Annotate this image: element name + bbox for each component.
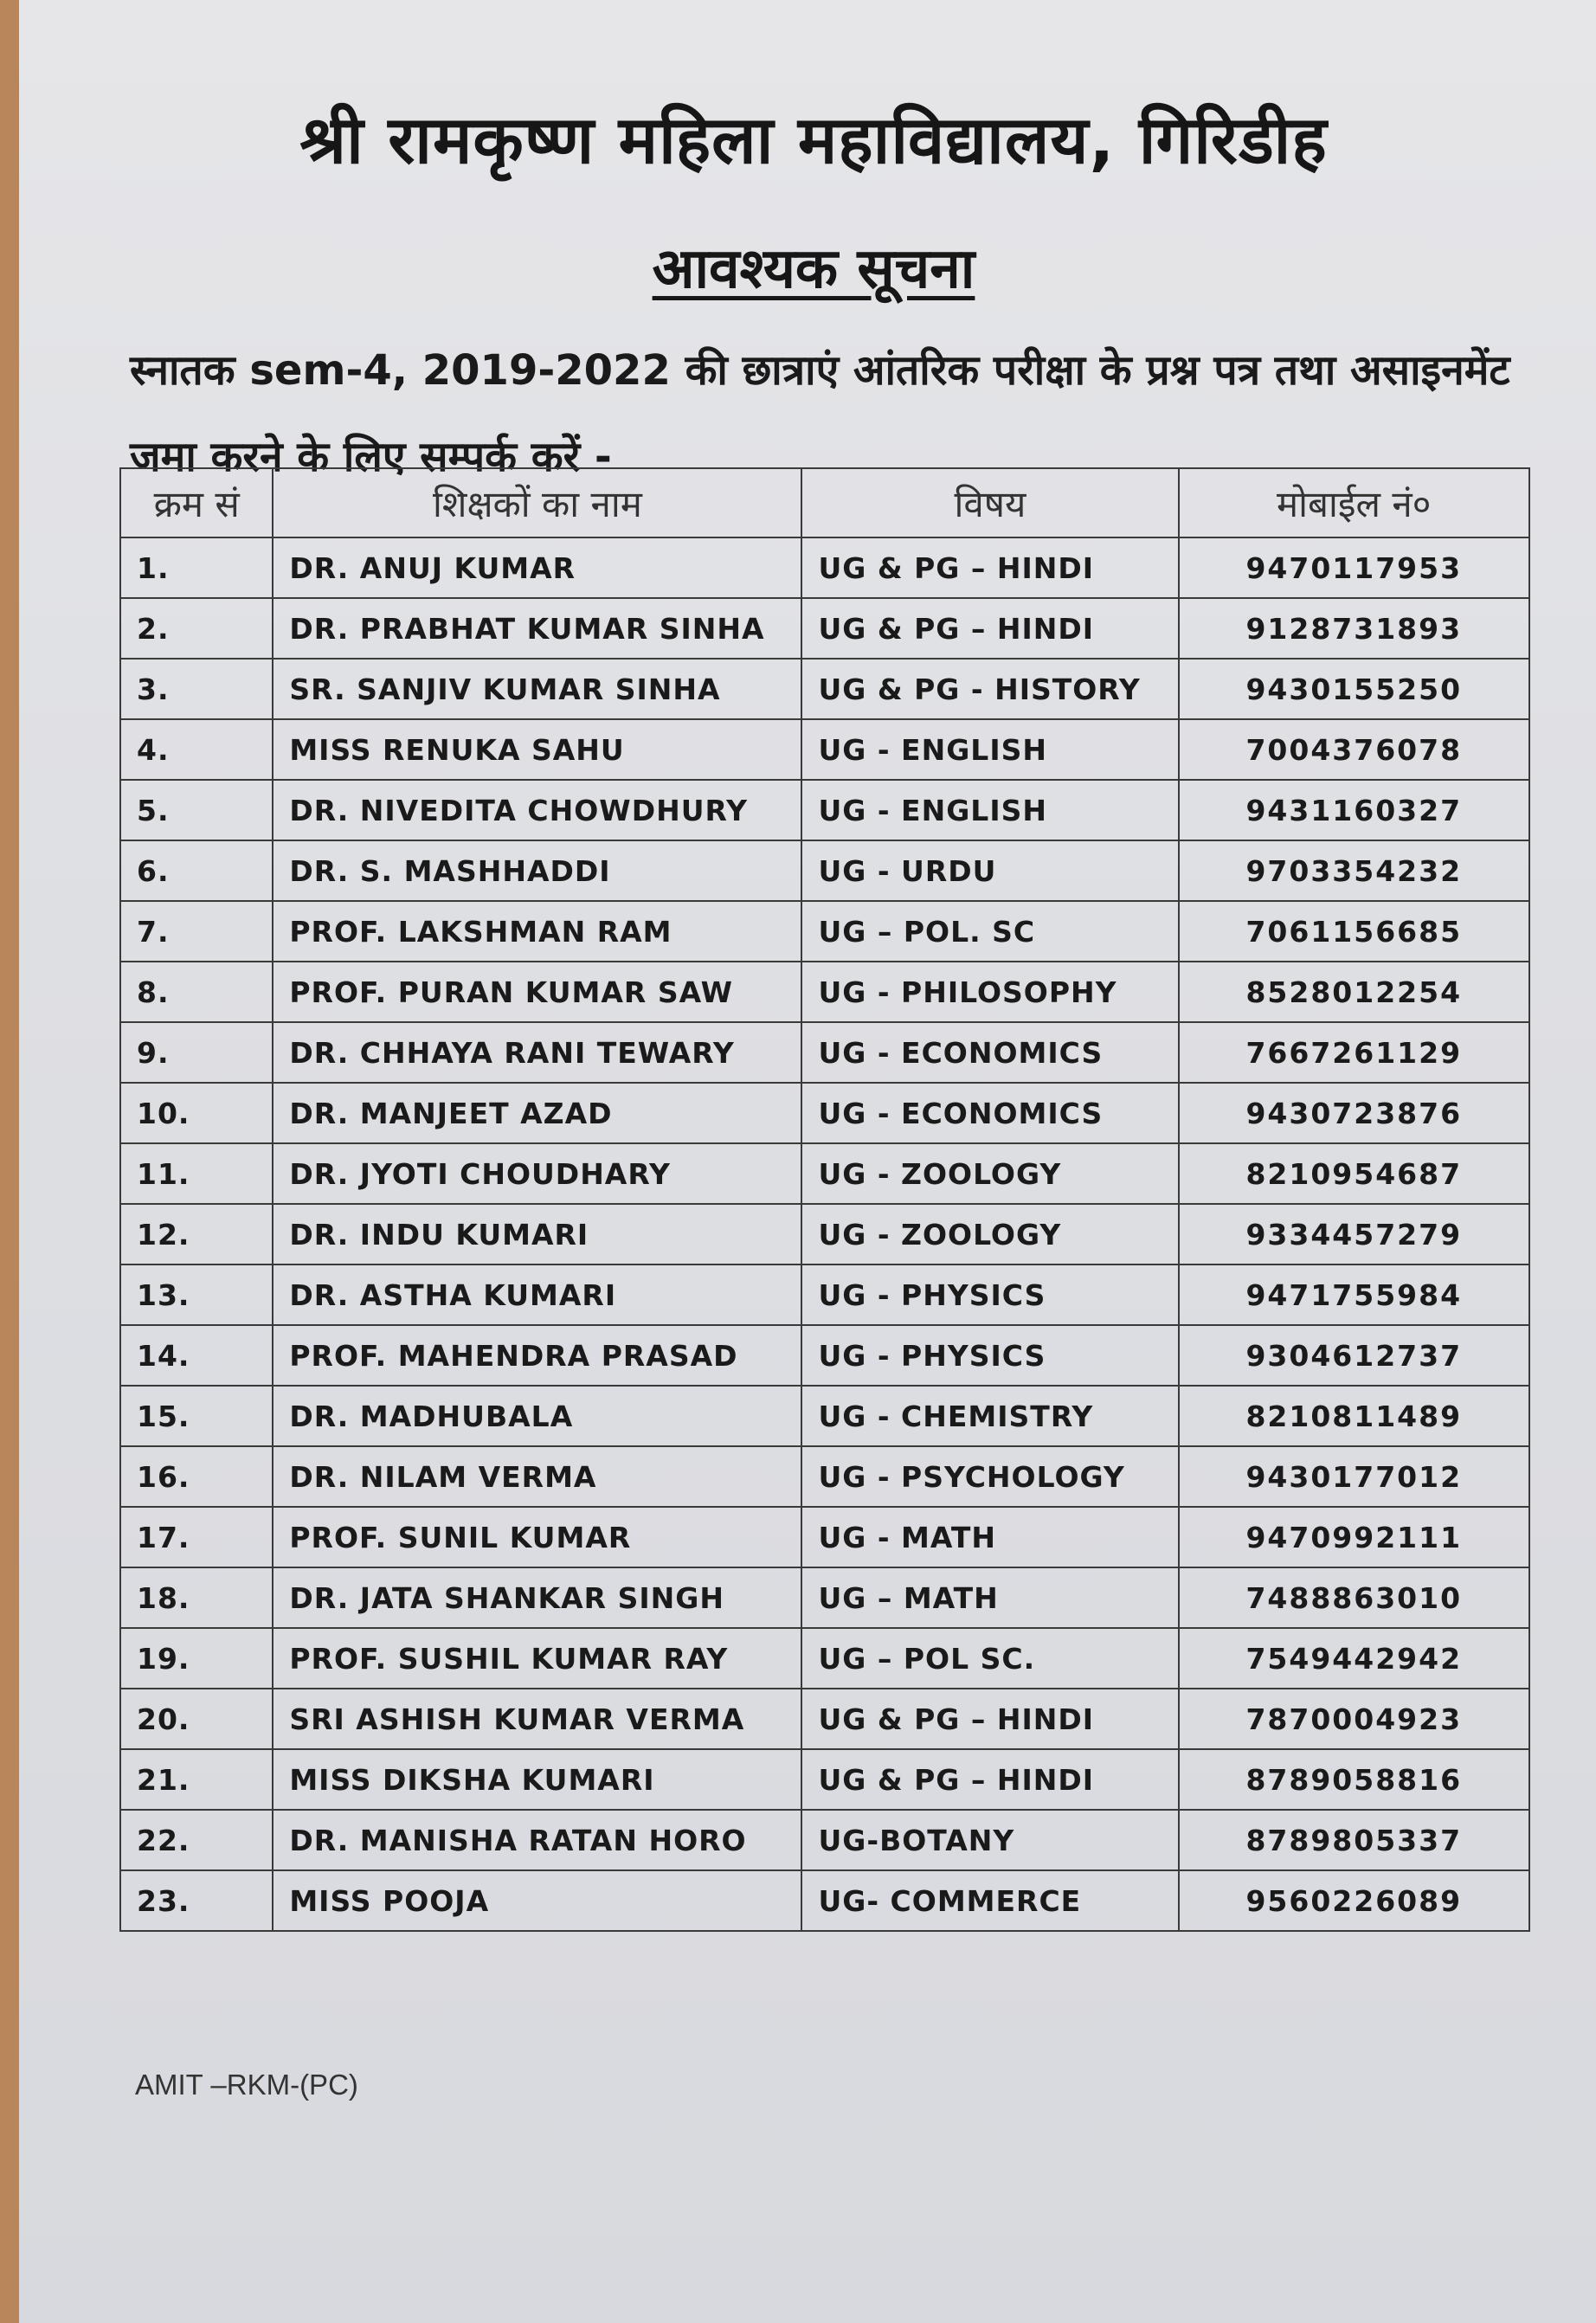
subject-cell: UG & PG – HINDI	[801, 1749, 1178, 1810]
serial-no-cell: 14.	[120, 1325, 273, 1386]
table-row	[120, 1386, 1529, 1446]
mobile-number-cell: 9430155250	[1179, 659, 1530, 719]
serial-no-cell: 17.	[120, 1507, 273, 1567]
notice-heading: आवश्यक सूचना	[652, 237, 975, 301]
mobile-number-cell: 7061156685	[1179, 901, 1530, 962]
mobile-number-cell: 9304612737	[1179, 1325, 1530, 1386]
subject-cell: UG & PG – HINDI	[801, 598, 1178, 659]
mobile-number-cell: 9471755984	[1179, 1264, 1530, 1325]
subject-cell: UG - ENGLISH	[801, 780, 1178, 840]
subject-cell: UG – POL SC.	[801, 1628, 1178, 1689]
teacher-name-cell: MISS RENUKA SAHU	[273, 719, 801, 780]
table-row	[120, 1507, 1529, 1567]
serial-no-cell: 4.	[120, 719, 273, 780]
mobile-number-cell: 9430177012	[1179, 1446, 1530, 1507]
mobile-number-cell: 9334457279	[1179, 1204, 1530, 1264]
teacher-name-cell: PROF. SUNIL KUMAR	[273, 1507, 801, 1567]
mobile-number-cell: 9430723876	[1179, 1083, 1530, 1143]
serial-no-cell: 2.	[120, 598, 273, 659]
mobile-number-cell: 9703354232	[1179, 840, 1530, 901]
table-body	[120, 537, 1529, 1931]
serial-no-cell: 20.	[120, 1689, 273, 1749]
table-row	[120, 719, 1529, 780]
teacher-name-cell: DR. MANISHA RATAN HORO	[273, 1810, 801, 1870]
teacher-name-cell: DR. MADHUBALA	[273, 1386, 801, 1446]
table-row	[120, 1325, 1529, 1386]
teacher-name-cell: DR. JATA SHANKAR SINGH	[273, 1567, 801, 1628]
table-row	[120, 1446, 1529, 1507]
table-row	[120, 1870, 1529, 1931]
mobile-number-cell: 9560226089	[1179, 1870, 1530, 1931]
notice-text: स्नातक sem-4, 2019-2022 की छात्राएं आंतरिक परीक्षा के प्रश्न पत्र तथा असाइनमेंट जमा करने के लिए सम्पर्क करें -	[130, 346, 1510, 481]
serial-no-cell: 6.	[120, 840, 273, 901]
mobile-number-cell: 7004376078	[1179, 719, 1530, 780]
table-row	[120, 1749, 1529, 1810]
table-row	[120, 901, 1529, 962]
mobile-number-cell: 8528012254	[1179, 962, 1530, 1022]
serial-no-cell: 7.	[120, 901, 273, 962]
header-subject: विषय	[801, 468, 1178, 537]
teacher-name-cell: MISS DIKSHA KUMARI	[273, 1749, 801, 1810]
subject-cell: UG - URDU	[801, 840, 1178, 901]
teacher-name-cell: DR. CHHAYA RANI TEWARY	[273, 1022, 801, 1083]
teacher-name-cell: DR. ANUJ KUMAR	[273, 537, 801, 598]
subject-cell: UG – POL. SC	[801, 901, 1178, 962]
serial-no-cell: 10.	[120, 1083, 273, 1143]
subject-cell: UG - PHYSICS	[801, 1264, 1178, 1325]
mobile-number-cell: 8789058816	[1179, 1749, 1530, 1810]
mobile-number-cell: 8789805337	[1179, 1810, 1530, 1870]
mobile-number-cell: 8210811489	[1179, 1386, 1530, 1446]
subject-cell: UG - ECONOMICS	[801, 1022, 1178, 1083]
teacher-name-cell: DR. INDU KUMARI	[273, 1204, 801, 1264]
mobile-number-cell: 9470117953	[1179, 537, 1530, 598]
teacher-name-cell: DR. S. MASHHADDI	[273, 840, 801, 901]
table-header-row	[120, 468, 1529, 537]
teacher-name-cell: DR. NILAM VERMA	[273, 1446, 801, 1507]
serial-no-cell: 21.	[120, 1749, 273, 1810]
subject-cell: UG - PHYSICS	[801, 1325, 1178, 1386]
table-row	[120, 780, 1529, 840]
table-row	[120, 1083, 1529, 1143]
table-row	[120, 1810, 1529, 1870]
table-row	[120, 659, 1529, 719]
subject-cell: UG – MATH	[801, 1567, 1178, 1628]
serial-no-cell: 23.	[120, 1870, 273, 1931]
mobile-number-cell: 9431160327	[1179, 780, 1530, 840]
subject-cell: UG - ZOOLOGY	[801, 1143, 1178, 1204]
footer-reference: AMIT –RKM-(PC)	[135, 2069, 358, 2101]
table-row	[120, 1567, 1529, 1628]
serial-no-cell: 8.	[120, 962, 273, 1022]
mobile-number-cell: 7549442942	[1179, 1628, 1530, 1689]
teacher-name-cell: DR. NIVEDITA CHOWDHURY	[273, 780, 801, 840]
subject-cell: UG - PHILOSOPHY	[801, 962, 1178, 1022]
table-row	[120, 598, 1529, 659]
mobile-number-cell: 7870004923	[1179, 1689, 1530, 1749]
teacher-name-cell: DR. JYOTI CHOUDHARY	[273, 1143, 801, 1204]
teacher-name-cell: PROF. PURAN KUMAR SAW	[273, 962, 801, 1022]
table-row	[120, 1628, 1529, 1689]
table-row	[120, 1264, 1529, 1325]
serial-no-cell: 19.	[120, 1628, 273, 1689]
teacher-name-cell: PROF. MAHENDRA PRASAD	[273, 1325, 801, 1386]
serial-no-cell: 5.	[120, 780, 273, 840]
serial-no-cell: 16.	[120, 1446, 273, 1507]
serial-no-cell: 15.	[120, 1386, 273, 1446]
header-teacher-name: शिक्षकों का नाम	[273, 468, 801, 537]
serial-no-cell: 13.	[120, 1264, 273, 1325]
subject-cell: UG - MATH	[801, 1507, 1178, 1567]
serial-no-cell: 3.	[120, 659, 273, 719]
teacher-name-cell: MISS POOJA	[273, 1870, 801, 1931]
subject-cell: UG - PSYCHOLOGY	[801, 1446, 1178, 1507]
serial-no-cell: 1.	[120, 537, 273, 598]
teacher-name-cell: PROF. SUSHIL KUMAR RAY	[273, 1628, 801, 1689]
mobile-number-cell: 9470992111	[1179, 1507, 1530, 1567]
serial-no-cell: 22.	[120, 1810, 273, 1870]
teacher-name-cell: DR. ASTHA KUMARI	[273, 1264, 801, 1325]
subject-cell: UG - ENGLISH	[801, 719, 1178, 780]
mobile-number-cell: 7488863010	[1179, 1567, 1530, 1628]
table-row	[120, 1204, 1529, 1264]
serial-no-cell: 11.	[120, 1143, 273, 1204]
mobile-number-cell: 9128731893	[1179, 598, 1530, 659]
subject-cell: UG & PG – HINDI	[801, 537, 1178, 598]
mobile-number-cell: 7667261129	[1179, 1022, 1530, 1083]
subject-cell: UG - ZOOLOGY	[801, 1204, 1178, 1264]
subject-cell: UG & PG – HINDI	[801, 1689, 1178, 1749]
teacher-name-cell: SRI ASHISH KUMAR VERMA	[273, 1689, 801, 1749]
table-row	[120, 1689, 1529, 1749]
subject-cell: UG & PG - HISTORY	[801, 659, 1178, 719]
subject-cell: UG - ECONOMICS	[801, 1083, 1178, 1143]
teacher-name-cell: DR. MANJEET AZAD	[273, 1083, 801, 1143]
table-row	[120, 537, 1529, 598]
table-row	[120, 840, 1529, 901]
serial-no-cell: 18.	[120, 1567, 273, 1628]
teacher-name-cell: SR. SANJIV KUMAR SINHA	[273, 659, 801, 719]
serial-no-cell: 9.	[120, 1022, 273, 1083]
subject-cell: UG- COMMERCE	[801, 1870, 1178, 1931]
teacher-name-cell: DR. PRABHAT KUMAR SINHA	[273, 598, 801, 659]
table-row	[120, 962, 1529, 1022]
subject-cell: UG - CHEMISTRY	[801, 1386, 1178, 1446]
table-row	[120, 1022, 1529, 1083]
table-row	[120, 1143, 1529, 1204]
mobile-number-cell: 8210954687	[1179, 1143, 1530, 1204]
header-serial-no: क्रम सं	[120, 468, 273, 537]
staff-contact-table	[119, 467, 1530, 1932]
subject-cell: UG-BOTANY	[801, 1810, 1178, 1870]
teacher-name-cell: PROF. LAKSHMAN RAM	[273, 901, 801, 962]
serial-no-cell: 12.	[120, 1204, 273, 1264]
college-title: श्री रामकृष्ण महिला महाविद्यालय, गिरिडीह	[299, 101, 1328, 178]
header-mobile-no: मोबाईल नं०	[1179, 468, 1530, 537]
